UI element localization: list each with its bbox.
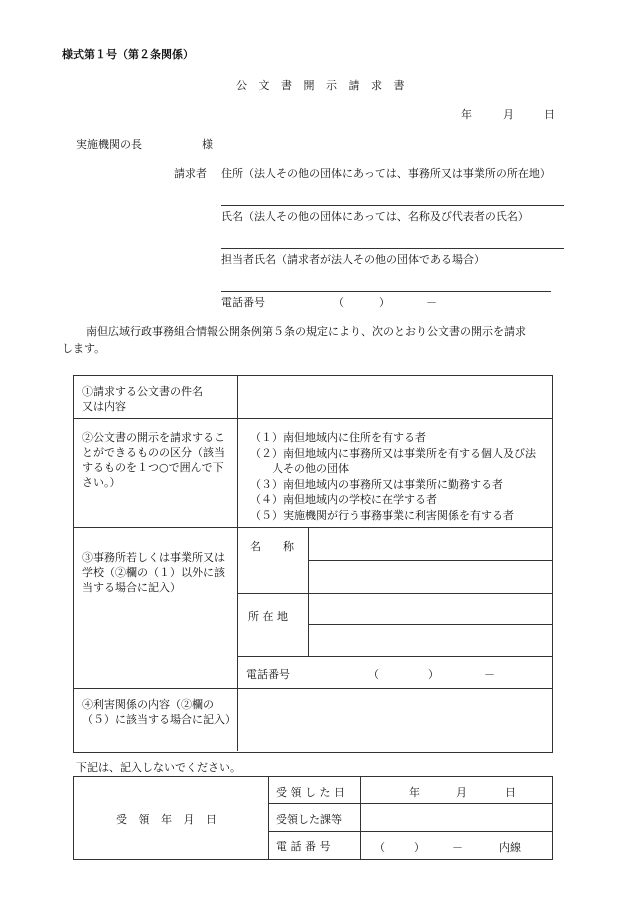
received-section-label: 受領した課等 [276, 813, 342, 826]
row3-location-phone-border [237, 656, 552, 657]
addressee-honorific: 様 [202, 138, 213, 151]
row1-label-text: ①請求する公文書の件名 又は内容 [82, 385, 203, 413]
receipt-date-label: 受 領 年 月 日 [116, 813, 221, 826]
office-note: 下記は、記入しないでください。 [76, 761, 241, 774]
office-divider-2 [360, 776, 361, 859]
date-day: 日 [544, 108, 555, 121]
name-label: 氏名（法人その他の団体にあっては、名称及び代表者の氏名） [221, 210, 529, 223]
row-border-1 [73, 418, 552, 419]
option-1: （１）南但地域内に住所を有する者 [250, 431, 426, 444]
row3-phone-close: ） [428, 668, 439, 681]
received-year: 年 [409, 786, 420, 799]
office-phone-dash: － [452, 841, 463, 854]
address-label: 住所（法人その他の団体にあっては、事務所又は事業所の所在地） [221, 167, 551, 180]
addressee-label: 実施機関の長 [76, 138, 142, 151]
address-underline [221, 205, 564, 206]
row-border-2 [73, 527, 552, 528]
row3-phone-dash: － [484, 668, 495, 681]
row3-location-label: 所 在 地 [248, 610, 288, 623]
received-date-label: 受 領 し た 日 [276, 786, 345, 799]
office-phone-open: （ [374, 841, 385, 854]
phone-label: 電話番号 [221, 296, 265, 309]
office-row-border-2 [268, 831, 552, 832]
document-title: 公 文 書 開 示 請 求 書 [236, 79, 409, 92]
date-year: 年 [461, 108, 472, 121]
contact-underline [221, 291, 551, 292]
phone-open-paren: （ [333, 296, 344, 309]
phone-close-paren: ） [379, 296, 390, 309]
date-month: 月 [503, 108, 514, 121]
office-phone-label: 電 話 番 号 [276, 840, 331, 853]
office-row-border-1 [268, 803, 552, 804]
table-divider-vertical [237, 375, 238, 751]
row4-label: ④利害関係の内容（②欄の（５）に該当する場合に記入） [82, 698, 236, 726]
office-extension: 内線 [499, 841, 521, 854]
row3-name-location-border [237, 593, 552, 594]
option-4: （４）南但地域内の学校に在学する者 [250, 493, 437, 506]
row2-options [250, 430, 536, 523]
requester-label: 請求者 [174, 167, 207, 180]
received-month: 月 [456, 786, 467, 799]
row3-location-line [308, 624, 552, 625]
intro-line-1: 南但広域行政事務組合情報公開条例第５条の規定により、次のとおり公文書の開示を請求 [86, 325, 526, 338]
form-number: 様式第１号（第２条関係） [62, 48, 194, 61]
contact-label: 担当者氏名（請求者が法人その他の団体である場合） [221, 253, 485, 266]
row-border-3 [73, 688, 552, 689]
office-phone-close: ） [414, 841, 425, 854]
intro-line-2: します。 [62, 342, 106, 355]
received-day: 日 [505, 786, 516, 799]
option-5: （５）実施機関が行う事務事業に利害関係を有する者 [250, 508, 514, 522]
row3-name-label: 名 称 [250, 540, 294, 553]
row3-phone-label: 電話番号 [246, 668, 290, 681]
row3-phone-open: （ [368, 668, 379, 681]
option-2: （２）南但地域内に事務所又は事業所を有する個人及び法 [250, 446, 536, 460]
option-3: （３）南但地域内の事務所又は事業所に勤務する者 [250, 477, 503, 491]
row2-label: ②公文書の開示を請求することができるものの区分（該当するものを１つ○で囲んで下さい。） [82, 431, 225, 489]
row3-name-line [308, 560, 552, 561]
name-underline [221, 248, 564, 249]
row1-label [82, 384, 232, 414]
row3-subdivider [308, 527, 309, 656]
row3-label: ③事務所若しくは事業所又は学校（②欄の（１）以外に該当する場合に記入） [82, 551, 225, 594]
option-2-cont: 人その他の団体 [250, 462, 349, 475]
phone-dash: － [426, 296, 437, 309]
office-divider-1 [268, 776, 269, 859]
